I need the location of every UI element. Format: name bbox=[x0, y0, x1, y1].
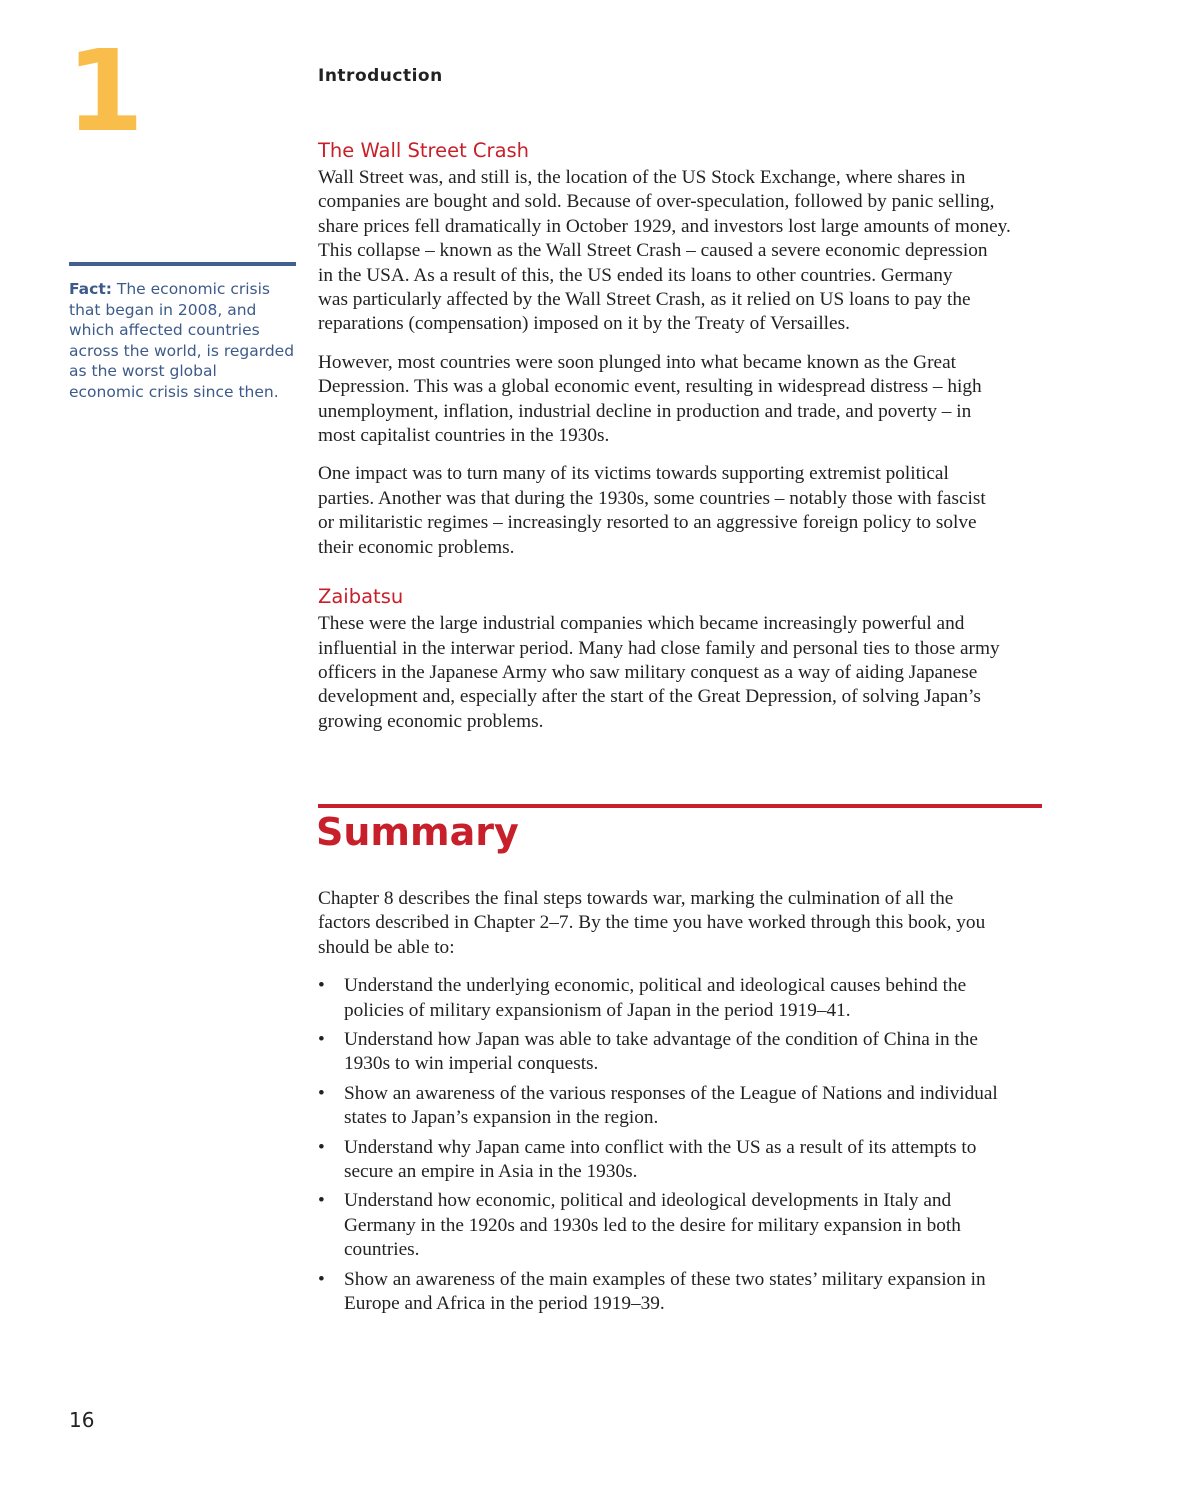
text-line: Germany in the 1920s and 1930s led to the desire for military expansion in both bbox=[344, 1214, 961, 1236]
text-line: This collapse – known as the Wall Street Crash – caused a severe economic depression bbox=[318, 240, 988, 262]
section-label: Introduction bbox=[318, 66, 443, 86]
text-line: factors described in Chapter 2–7. By the time you have worked through this book, you bbox=[318, 912, 986, 934]
paragraph bbox=[318, 612, 1048, 734]
bullet-icon: • bbox=[318, 1029, 325, 1051]
bullet-item bbox=[318, 1268, 1048, 1317]
text-line: was particularly affected by the Wall Street Crash, as it relied on US loans to pay the bbox=[318, 289, 971, 311]
text-line: Understand why Japan came into conflict with the US as a result of its attempts to bbox=[344, 1136, 977, 1158]
bullet-icon: • bbox=[318, 1268, 325, 1290]
fact-line-text: which affected countries bbox=[69, 321, 260, 340]
summary-body bbox=[318, 887, 1048, 1322]
text-line: Show an awareness of the various responses of the League of Nations and individual bbox=[344, 1082, 998, 1104]
paragraph bbox=[318, 166, 1048, 337]
text-line: companies are bought and sold. Because of over-speculation, followed by panic selling, bbox=[318, 191, 995, 213]
summary-intro bbox=[318, 887, 1048, 960]
section bbox=[318, 138, 1048, 560]
fact-text bbox=[69, 279, 296, 403]
text-line: One impact was to turn many of its victims towards supporting extremist political bbox=[318, 463, 949, 485]
text-line: their economic problems. bbox=[318, 536, 515, 558]
bullet-item bbox=[318, 974, 1048, 1023]
paragraph bbox=[318, 351, 1048, 449]
text-line: 1930s to win imperial conquests. bbox=[344, 1053, 599, 1075]
text-line: should be able to: bbox=[318, 936, 455, 958]
section bbox=[318, 584, 1048, 734]
text-line: states to Japan’s expansion in the region. bbox=[344, 1107, 659, 1129]
text-line: influential in the interwar period. Many had close family and personal ties to those army bbox=[318, 637, 1000, 659]
chapter-number: 1 bbox=[66, 27, 144, 157]
bullet-item bbox=[318, 1082, 1048, 1131]
section-heading: Zaibatsu bbox=[318, 585, 404, 609]
bullet-item bbox=[318, 1189, 1048, 1262]
fact-line bbox=[69, 320, 296, 341]
text-line: in the USA. As a result of this, the US ended its loans to other countries. Germany bbox=[318, 264, 953, 286]
text-line: countries. bbox=[344, 1239, 420, 1261]
text-line: unemployment, inflation, industrial decline in production and trade, and poverty – in bbox=[318, 400, 972, 422]
bullet-icon: • bbox=[318, 975, 325, 997]
text-line: Show an awareness of the main examples of these two states’ military expansion in bbox=[344, 1268, 986, 1290]
text-line: share prices fell dramatically in October 1929, and investors lost large amounts of money. bbox=[318, 215, 1011, 237]
text-line: secure an empire in Asia in the 1930s. bbox=[344, 1161, 638, 1183]
fact-line bbox=[69, 341, 296, 362]
text-line: Understand how economic, political and ideological developments in Italy and bbox=[344, 1190, 952, 1212]
fact-line-text: that began in 2008, and bbox=[69, 300, 257, 319]
text-line: Chapter 8 describes the final steps towards war, marking the culmination of all the bbox=[318, 888, 954, 909]
bullet-icon: • bbox=[318, 1190, 325, 1212]
text-line: Depression. This was a global economic event, resulting in widespread distress – high bbox=[318, 376, 982, 398]
fact-line-text: economic crisis since then. bbox=[69, 382, 279, 401]
text-line: officers in the Japanese Army who saw military conquest as a way of aiding Japanese bbox=[318, 661, 978, 683]
section-heading: The Wall Street Crash bbox=[318, 139, 530, 162]
text-line: Understand the underlying economic, political and ideological causes behind the bbox=[344, 975, 967, 997]
fact-line bbox=[69, 300, 296, 321]
text-line: policies of military expansionism of Japan in the period 1919–41. bbox=[344, 999, 851, 1021]
text-line: Wall Street was, and still is, the location of the US Stock Exchange, where shares in bbox=[318, 167, 966, 188]
fact-line-text: The economic crisis bbox=[116, 280, 270, 298]
text-line: These were the large industrial companies which became increasingly powerful and bbox=[318, 613, 965, 635]
summary-heading: Summary bbox=[316, 810, 519, 854]
bullet-icon: • bbox=[318, 1082, 325, 1104]
fact-line bbox=[69, 382, 296, 403]
text-line: parties. Another was that during the 1930s, some countries – notably those with fascist bbox=[318, 487, 986, 509]
text-line: most capitalist countries in the 1930s. bbox=[318, 425, 610, 447]
text-line: reparations (compensation) imposed on it by the Treaty of Versailles. bbox=[318, 313, 850, 335]
fact-label: Fact: bbox=[69, 280, 112, 298]
summary-divider bbox=[318, 804, 1042, 808]
fact-box bbox=[69, 262, 296, 403]
bullet-item bbox=[318, 1028, 1048, 1077]
bullet-item bbox=[318, 1136, 1048, 1185]
text-line: Understand how Japan was able to take advantage of the condition of China in the bbox=[344, 1029, 978, 1051]
text-line: or militaristic regimes – increasingly resorted to an aggressive foreign policy to solve bbox=[318, 512, 977, 534]
text-line: Europe and Africa in the period 1919–39. bbox=[344, 1293, 665, 1315]
fact-line bbox=[69, 361, 296, 382]
main-content bbox=[318, 138, 1048, 748]
text-line: However, most countries were soon plunged into what became known as the Great bbox=[318, 351, 957, 373]
text-line: growing economic problems. bbox=[318, 710, 544, 732]
paragraph bbox=[318, 462, 1048, 560]
bullet-icon: • bbox=[318, 1136, 325, 1158]
text-line: development and, especially after the start of the Great Depression, of solving Japan’s bbox=[318, 686, 981, 708]
fact-line-text: as the worst global bbox=[69, 362, 217, 381]
fact-line-text: across the world, is regarded bbox=[69, 341, 295, 360]
page-number: 16 bbox=[69, 1408, 95, 1432]
fact-line bbox=[69, 279, 296, 300]
